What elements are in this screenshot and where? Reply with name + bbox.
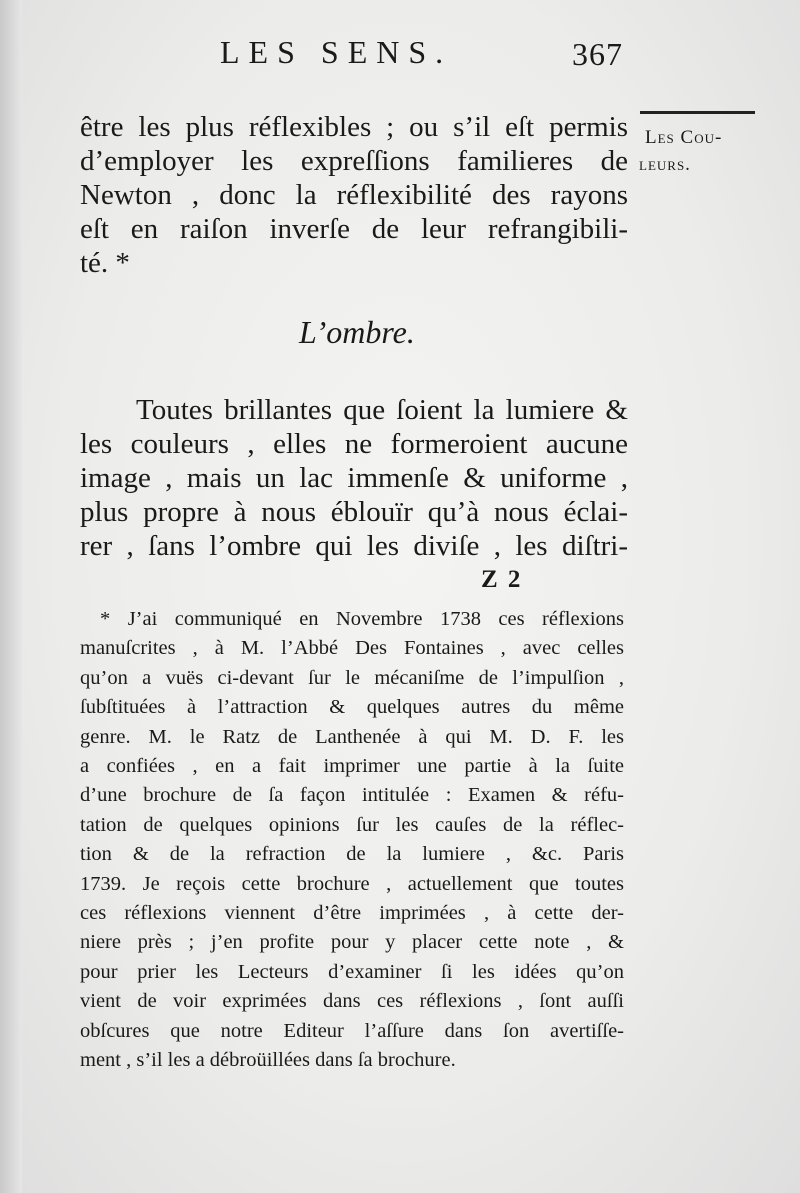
footnote-line: vient de voir exprimées dans ces réflexions , ſont auſſi — [80, 990, 624, 1013]
text-line: image , mais un lac immenſe & uniforme , — [80, 462, 628, 494]
text-line: Toutes brillantes que ſoient la lumiere & — [136, 394, 628, 426]
footnote — [80, 605, 624, 1076]
main-paragraph — [80, 393, 628, 563]
page-gutter-shadow — [0, 0, 22, 1193]
signature-mark: Z 2 — [481, 566, 523, 593]
footnote-line: d’une brochure de ſa façon intitulée : Examen & réfu- — [80, 784, 624, 807]
text-line: té. * — [80, 247, 130, 279]
footnote-line: tion & de la refraction de la lumiere , &c. Paris — [80, 843, 624, 866]
footnote-line: manuſcrites , à M. l’Abbé Des Fontaines , avec celles — [80, 637, 624, 660]
text-line: eſt en raiſon inverſe de leur refrangibili- — [80, 213, 628, 245]
footnote-line: * J’ai communiqué en Novembre 1738 ces réflexions — [100, 608, 624, 630]
text-line: rer , ſans l’ombre qui les diviſe , les diſtri- — [80, 530, 628, 562]
footnote-line: genre. M. le Ratz de Lanthenée à qui M. D. F. les — [80, 725, 624, 748]
margin-note-line-2: leurs. — [639, 154, 691, 175]
footnote-line: ment , s’il les a débroüillées dans ſa brochure. — [80, 1049, 456, 1072]
footnote-line: tation de quelques opinions ſur les cauſes de la réflec- — [80, 813, 624, 836]
footnote-line: ces réflexions viennent d’être imprimées , à cette der- — [80, 902, 624, 925]
text-line: plus propre à nous éblouïr qu’à nous éclai- — [80, 496, 628, 528]
page-header — [220, 34, 650, 84]
footnote-line: obſcures que notre Editeur l’aſſure dans ſon avertiſſe- — [80, 1019, 624, 1042]
footnote-line: 1739. Je reçois cette brochure , actuellement que toutes — [80, 872, 624, 895]
section-title: L’ombre. — [299, 314, 415, 350]
running-head: LES SENS. — [220, 34, 453, 70]
margin-note — [639, 124, 765, 178]
text-line: Newton , donc la réflexibilité des rayons — [80, 179, 628, 211]
margin-rule — [640, 111, 755, 114]
footnote-line: qu’on a vuës ci-devant ſur le mécaniſme de l’impulſion , — [80, 666, 624, 689]
page-number: 367 — [572, 36, 623, 72]
footnote-line: niere près ; j’en profite pour y placer cette note , & — [80, 931, 624, 954]
text-line: d’employer les expreſſions familieres de — [80, 145, 628, 177]
text-line: les couleurs , elles ne formeroient aucune — [80, 428, 628, 460]
footnote-line: ſubſtituées à l’attraction & quelques autres du même — [80, 696, 624, 719]
text-line: être les plus réflexibles ; ou s’il eſt permis — [80, 111, 628, 143]
footnote-line: a confiées , en a fait imprimer une partie à la ſuite — [80, 755, 624, 778]
footnote-line: pour prier les Lecteurs d’examiner ſi les idées qu’on — [80, 960, 624, 983]
top-paragraph — [80, 110, 628, 280]
margin-note-line-1: Les Cou- — [645, 127, 723, 148]
